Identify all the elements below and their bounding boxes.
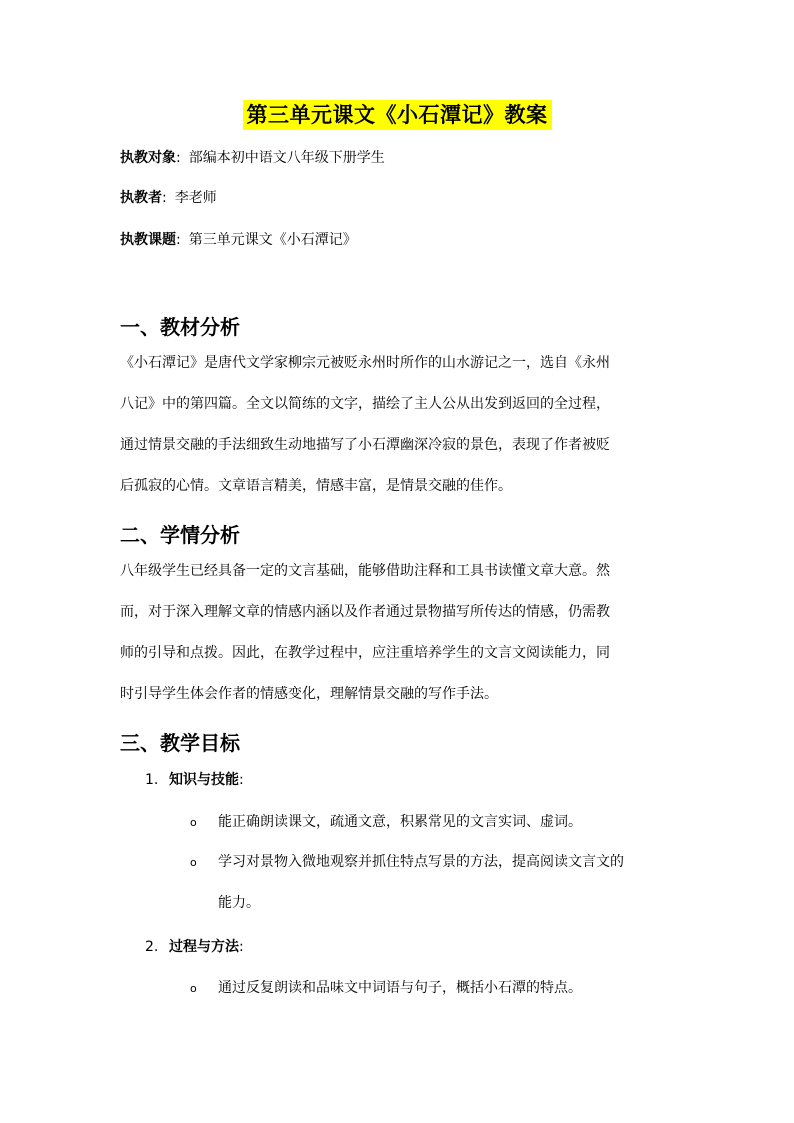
goal-item-process-methods (145, 937, 244, 957)
paragraph-line: 而，对于深入理解文章的情感内涵以及作者通过景物描写所传达的情感，仍需教 (120, 604, 610, 620)
goal-item-knowledge-skills (145, 770, 244, 790)
meta-separator: : (176, 232, 181, 248)
goal-label: 过程与方法 (169, 939, 239, 955)
meta-separator: : (176, 150, 181, 166)
bullet-line: 能正确朗读课文，疏通文意，积累常见的文言实词、虚词。 (218, 814, 582, 830)
paragraph-line: 《小石潭记》是唐代文学家柳宗元被贬永州时所作的山水游记之一，选自《永州 (120, 355, 610, 371)
goal-separator: : (239, 772, 244, 788)
section-heading-teaching-goals: 三、教学目标 (120, 731, 240, 755)
bullet-line: 通过反复朗读和品味文中词语与句子，概括小石潭的特点。 (218, 980, 582, 996)
paragraph-line: 后孤寂的心情。文章语言精美，情感丰富，是情景交融的佳作。 (120, 478, 512, 494)
paragraph-line: 师的引导和点拨。因此，在教学过程中，应注重培养学生的文言文阅读能力，同 (120, 645, 610, 661)
section-heading-student-analysis: 二、学情分析 (120, 523, 240, 547)
paragraph-line: 通过情景交融的手法细致生动地描写了小石潭幽深冷寂的景色，表现了作者被贬 (120, 437, 610, 453)
section-heading-textbook-analysis: 一、教材分析 (120, 315, 240, 339)
section-body-textbook-analysis (120, 343, 680, 507)
goal-number: 1. (145, 772, 159, 788)
bullet-line: 学习对景物入微地观察并抓住特点写景的方法，提高阅读文言文的 (218, 854, 624, 870)
section-body-student-analysis (120, 551, 680, 715)
title-container (0, 100, 794, 130)
document-title: 第三单元课文《小石潭记》教案 (243, 100, 552, 130)
goal-number: 2. (145, 939, 159, 955)
paragraph-line: 时引导学生体会作者的情感变化，理解情景交融的写作手法。 (120, 686, 498, 702)
paragraph-line: 八年级学生已经具备一定的文言基础，能够借助注释和工具书读懂文章大意。然 (120, 563, 610, 579)
bullet-circle-icon: o (190, 856, 197, 869)
bullet-text (218, 802, 582, 843)
meta-value: 李老师 (174, 190, 217, 206)
meta-label: 执教对象 (120, 150, 176, 166)
meta-topic (120, 230, 357, 250)
meta-teacher (120, 188, 217, 208)
paragraph-line: 八记》中的第四篇。全文以简练的文字，描绘了主人公从出发到返回的全过程， (120, 396, 610, 412)
meta-value: 第三单元课文《小石潭记》 (188, 232, 357, 248)
bullet-circle-icon: o (190, 816, 197, 829)
bullet-line: 能力。 (218, 895, 260, 911)
meta-value: 部编本初中语文八年级下册学生 (188, 150, 385, 166)
meta-target-audience (120, 148, 385, 168)
bullet-text (218, 842, 624, 924)
meta-label: 执教课题 (120, 232, 176, 248)
goal-label: 知识与技能 (169, 772, 239, 788)
meta-separator: : (162, 190, 167, 206)
meta-label: 执教者 (120, 190, 162, 206)
bullet-circle-icon: o (190, 982, 197, 995)
bullet-text (218, 968, 582, 1009)
goal-separator: : (239, 939, 244, 955)
